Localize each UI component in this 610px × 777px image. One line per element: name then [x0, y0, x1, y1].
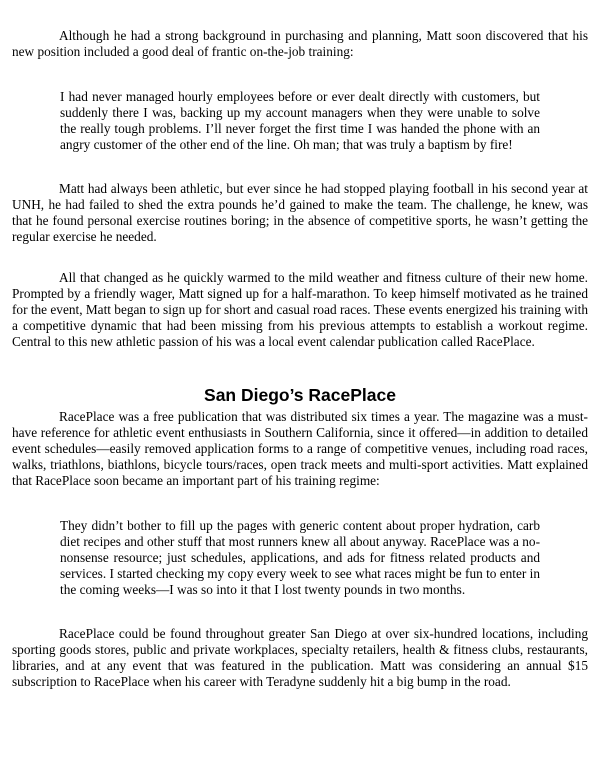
block-quote-baptism-by-fire: I had never managed hourly employees before or ever dealt directly with customers, but suddenly there I was, backing up my account managers when they were unable to solve the really tough problems. I’ll never forget the first time I was handed the phone with an angry customer of the other end of the line. Oh man; that was truly a baptism by fire!: [60, 89, 540, 152]
block-quote-no-nonsense: They didn’t bother to fill up the pages with generic content about proper hydration, carb diet recipes and other stuff that most runners knew all about anyway. RacePlace was a no-nonsense resource; just schedules, applications, and ads for fitness related products and services. I started checking my copy every week to see what races might be fun to enter in the coming weeks—I was so into it that I lost twenty pounds in two months.: [60, 518, 540, 597]
paragraph-distribution: RacePlace could be found throughout greater San Diego at over six-hundred locations, including sporting goods stores, public and private workplaces, specialty retailers, health & fitness clubs, restaurants, libraries, and at any event that was featured in the publication. Matt was considering an annual $15 subscription to RacePlace when his career with Teradyne suddenly hit a big bump in the road.: [12, 626, 588, 689]
document-page: [12, 28, 588, 690]
section-heading: San Diego’s RacePlace: [204, 385, 396, 405]
paragraph-athletic: Matt had always been athletic, but ever since he had stopped playing football in his second year at UNH, he had failed to shed the extra pounds he’d gained to make the team. The challenge, he knew, was that he found personal exercise routines boring; in the absence of competitive sports, he wasn’t getting the regular exercise he needed.: [12, 181, 588, 244]
paragraph-raceplace-description: RacePlace was a free publication that was distributed six times a year. The magazine was a must-have reference for athletic event enthusiasts in Southern California, since it offered—in addition to detailed event schedules—easily removed application forms to a range of competitive venues, including road races, walks, triathlons, biathlons, bicycle tours/races, open track meets and multi-sport activities. Matt explained that RacePlace soon became an important part of his training regime:: [12, 409, 588, 488]
paragraph-background: Although he had a strong background in purchasing and planning, Matt soon discovered that his new position included a good deal of frantic on-the-job training:: [12, 28, 588, 59]
paragraph-half-marathon: All that changed as he quickly warmed to the mild weather and fitness culture of their new home. Prompted by a friendly wager, Matt signed up for a half-marathon. To keep himself motivated as he trained for the event, Matt began to sign up for short and casual road races. These events energized his training with a competitive dynamic that had been missing from his previous attempts to establish a workout regime. Central to this new athletic passion of his was a local event calendar publication called RacePlace.: [12, 270, 588, 349]
